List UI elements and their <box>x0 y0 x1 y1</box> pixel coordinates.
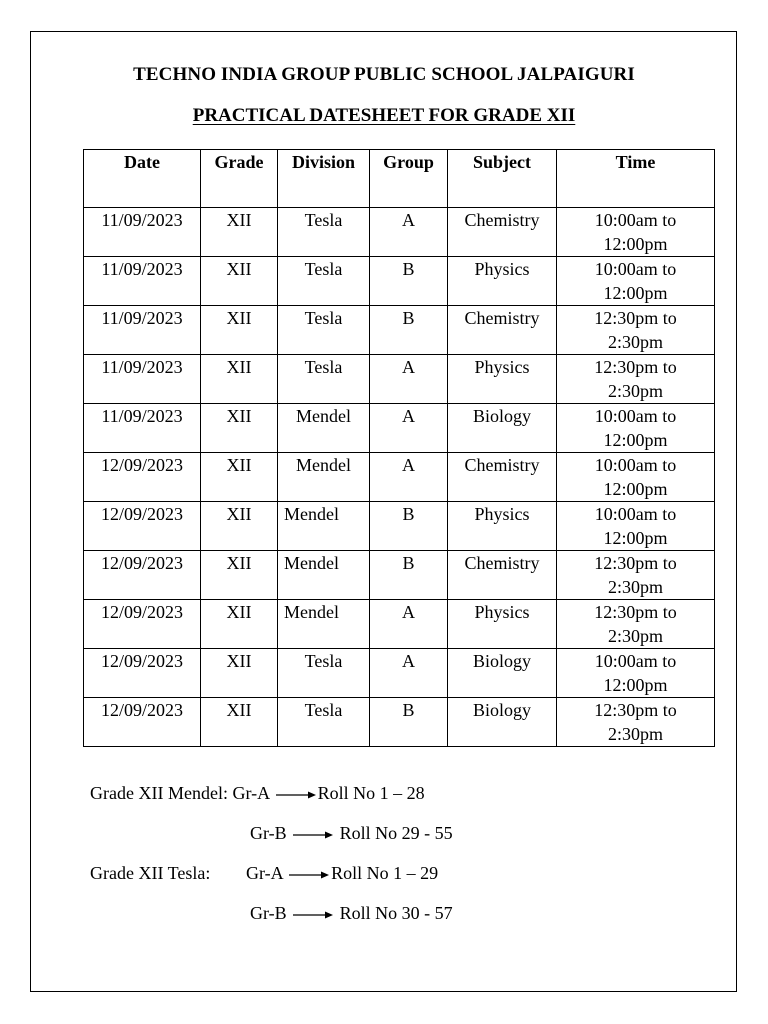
sheet-title-text: PRACTICAL DATESHEET FOR GRADE XII <box>192 105 576 126</box>
time-end: 2:30pm <box>607 626 663 646</box>
cell-group: A <box>370 453 448 502</box>
cell-division: Mendel <box>278 502 370 551</box>
mendel-a-group: Gr-A <box>232 783 270 803</box>
cell-date: 11/09/2023 <box>84 404 201 453</box>
table-row <box>84 551 715 600</box>
cell-group: A <box>370 404 448 453</box>
cell-time <box>557 453 715 502</box>
mendel-group-b-line <box>250 823 453 844</box>
mendel-group-a-line <box>90 783 425 804</box>
header-time: Time <box>557 150 715 208</box>
cell-grade: XII <box>201 502 278 551</box>
time-start: 10:00am to <box>594 259 677 279</box>
table-row <box>84 208 715 257</box>
time-start: 10:00am to <box>594 210 677 230</box>
cell-subject: Chemistry <box>448 306 557 355</box>
header-group: Group <box>370 150 448 208</box>
cell-division: Mendel <box>278 551 370 600</box>
cell-subject: Physics <box>448 355 557 404</box>
cell-grade: XII <box>201 453 278 502</box>
cell-division: Tesla <box>278 208 370 257</box>
cell-group: A <box>370 600 448 649</box>
cell-time <box>557 355 715 404</box>
tesla-b-group: Gr-B <box>250 903 287 923</box>
cell-date: 11/09/2023 <box>84 355 201 404</box>
time-end: 12:00pm <box>603 528 668 548</box>
cell-subject: Chemistry <box>448 208 557 257</box>
time-end: 12:00pm <box>603 234 668 254</box>
cell-division: Mendel <box>278 453 370 502</box>
table-row <box>84 306 715 355</box>
sheet-title <box>0 105 768 127</box>
table-row <box>84 698 715 747</box>
time-start: 12:30pm to <box>594 700 677 720</box>
time-start: 10:00am to <box>594 504 677 524</box>
school-name: TECHNO INDIA GROUP PUBLIC SCHOOL JALPAIGURI <box>133 64 635 85</box>
cell-group: B <box>370 306 448 355</box>
tesla-a-roll: Roll No 1 – 29 <box>331 863 439 883</box>
cell-grade: XII <box>201 600 278 649</box>
time-end: 12:00pm <box>603 283 668 303</box>
cell-date: 11/09/2023 <box>84 208 201 257</box>
cell-date: 12/09/2023 <box>84 698 201 747</box>
tesla-group-a-line <box>246 863 438 884</box>
time-start: 12:30pm to <box>594 357 677 377</box>
cell-group: B <box>370 502 448 551</box>
cell-subject: Biology <box>448 649 557 698</box>
cell-group: B <box>370 257 448 306</box>
cell-time <box>557 649 715 698</box>
cell-group: B <box>370 698 448 747</box>
table-row <box>84 649 715 698</box>
cell-time <box>557 502 715 551</box>
table-row <box>84 600 715 649</box>
cell-group: A <box>370 355 448 404</box>
cell-subject: Physics <box>448 502 557 551</box>
tesla-label-line <box>90 863 210 884</box>
cell-group: B <box>370 551 448 600</box>
cell-subject: Chemistry <box>448 551 557 600</box>
cell-date: 12/09/2023 <box>84 600 201 649</box>
header-division: Division <box>278 150 370 208</box>
time-end: 2:30pm <box>607 332 663 352</box>
datesheet-table <box>83 149 715 747</box>
cell-grade: XII <box>201 698 278 747</box>
cell-date: 11/09/2023 <box>84 257 201 306</box>
cell-division: Mendel <box>278 404 370 453</box>
cell-division: Tesla <box>278 698 370 747</box>
time-start: 10:00am to <box>594 455 677 475</box>
cell-grade: XII <box>201 355 278 404</box>
cell-grade: XII <box>201 208 278 257</box>
time-end: 12:00pm <box>603 675 668 695</box>
cell-time <box>557 208 715 257</box>
time-end: 12:00pm <box>603 479 668 499</box>
header-subject: Subject <box>448 150 557 208</box>
cell-date: 12/09/2023 <box>84 649 201 698</box>
tesla-b-roll: Roll No 30 - 57 <box>339 903 453 923</box>
time-end: 2:30pm <box>607 724 663 744</box>
table-row <box>84 257 715 306</box>
table-row <box>84 355 715 404</box>
cell-division: Tesla <box>278 649 370 698</box>
cell-grade: XII <box>201 306 278 355</box>
cell-grade: XII <box>201 649 278 698</box>
time-start: 12:30pm to <box>594 553 677 573</box>
table-header-row <box>84 150 715 208</box>
mendel-b-group: Gr-B <box>250 823 287 843</box>
cell-division: Tesla <box>278 355 370 404</box>
header-date: Date <box>84 150 201 208</box>
cell-time <box>557 404 715 453</box>
time-start: 10:00am to <box>594 406 677 426</box>
mendel-label: Grade XII Mendel: <box>90 783 228 803</box>
cell-division: Tesla <box>278 306 370 355</box>
cell-group: A <box>370 208 448 257</box>
cell-subject: Physics <box>448 257 557 306</box>
mendel-b-roll: Roll No 29 - 55 <box>339 823 453 843</box>
cell-subject: Physics <box>448 600 557 649</box>
tesla-group-b-line <box>250 903 453 924</box>
mendel-a-roll: Roll No 1 – 28 <box>317 783 425 803</box>
cell-time <box>557 306 715 355</box>
time-end: 2:30pm <box>607 577 663 597</box>
cell-group: A <box>370 649 448 698</box>
cell-subject: Biology <box>448 404 557 453</box>
arrow-right-icon <box>293 910 333 920</box>
arrow-right-icon <box>293 830 333 840</box>
cell-subject: Chemistry <box>448 453 557 502</box>
table-row <box>84 502 715 551</box>
cell-grade: XII <box>201 257 278 306</box>
time-start: 10:00am to <box>594 651 677 671</box>
cell-time <box>557 698 715 747</box>
time-end: 2:30pm <box>607 381 663 401</box>
time-start: 12:30pm to <box>594 602 677 622</box>
time-start: 12:30pm to <box>594 308 677 328</box>
cell-division: Mendel <box>278 600 370 649</box>
tesla-a-group: Gr-A <box>246 863 283 883</box>
cell-grade: XII <box>201 551 278 600</box>
cell-time <box>557 551 715 600</box>
cell-date: 12/09/2023 <box>84 453 201 502</box>
time-end: 12:00pm <box>603 430 668 450</box>
table-row <box>84 453 715 502</box>
cell-grade: XII <box>201 404 278 453</box>
arrow-right-icon <box>289 870 329 880</box>
tesla-label: Grade XII Tesla: <box>90 863 211 883</box>
arrow-right-icon <box>276 790 316 800</box>
header-grade: Grade <box>201 150 278 208</box>
cell-date: 12/09/2023 <box>84 551 201 600</box>
table-row <box>84 404 715 453</box>
cell-date: 12/09/2023 <box>84 502 201 551</box>
cell-division: Tesla <box>278 257 370 306</box>
cell-time <box>557 600 715 649</box>
cell-subject: Biology <box>448 698 557 747</box>
cell-date: 11/09/2023 <box>84 306 201 355</box>
cell-time <box>557 257 715 306</box>
